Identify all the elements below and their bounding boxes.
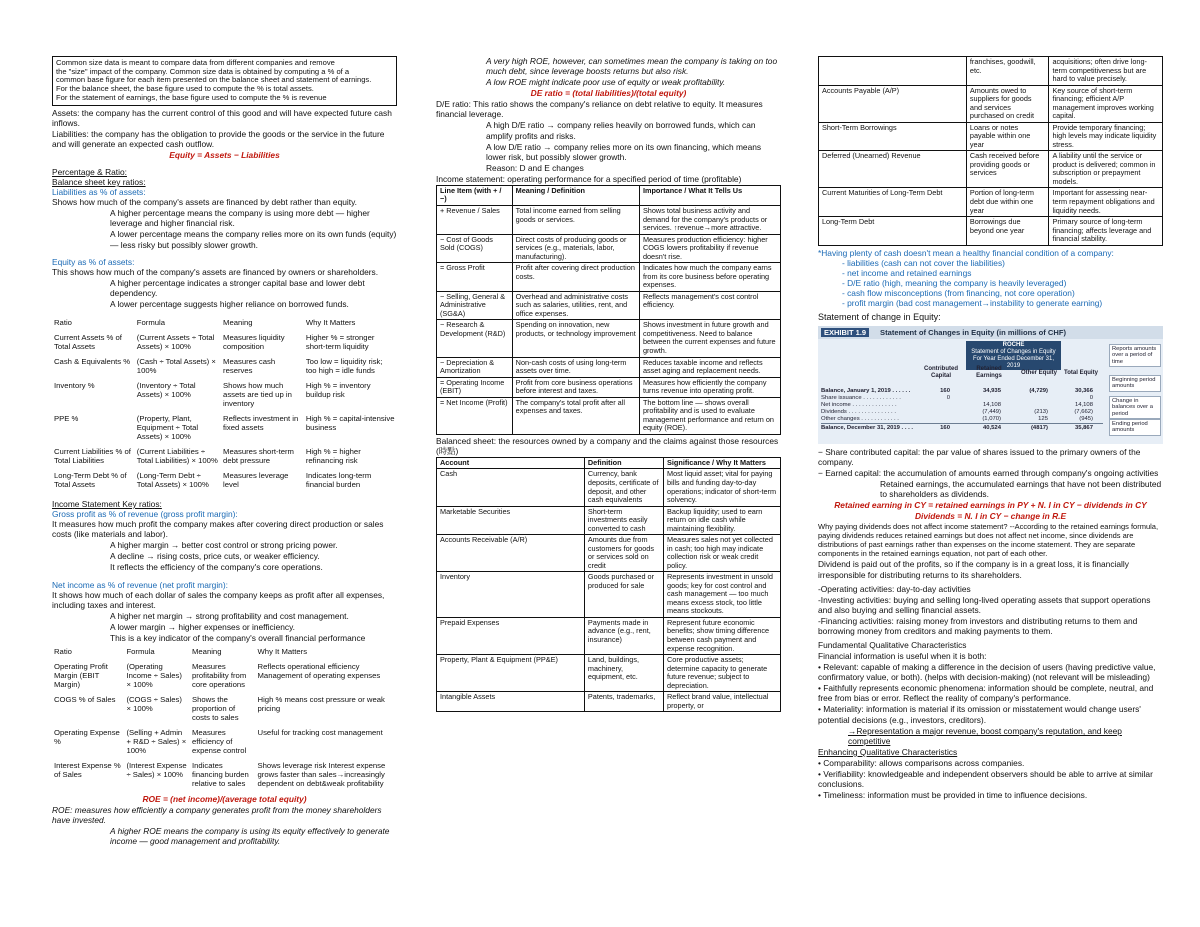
intro-line: the "size" impact of the company. Common size data is obtained by computing a % of a <box>56 66 350 76</box>
table-cell: Useful for tracking cost management <box>257 728 383 738</box>
table-row <box>437 206 781 235</box>
exhibit-value: 35,867 <box>1074 424 1093 431</box>
representation-note: →Representation a major revenue, boost company's reputation, and keep competitive <box>848 725 1122 746</box>
gross-profit-text: It measures how much profit the company makes after covering direct production or sales costs (like materials and labor). <box>52 519 384 540</box>
gross-profit-lower: A decline → rising costs, price cuts, or weaker efficiency. <box>110 551 320 562</box>
table-cell: Current Assets % of Total Assets <box>54 333 122 351</box>
table-cell: Reduces taxable income and reflects asset aging and replacement needs. <box>639 357 780 377</box>
table-header-row <box>437 457 781 469</box>
table-header-cell: Formula <box>136 318 165 327</box>
balance-sheet-table <box>436 457 781 712</box>
table-row <box>437 377 781 397</box>
de-definition: D/E ratio: This ratio shows the company's reliance on debt relative to equity. It measures financial leverage. <box>436 99 763 120</box>
table-row <box>437 234 781 263</box>
table-cell: (Operating Income ÷ Sales) × 100% <box>126 662 182 690</box>
earned-capital: − Earned capital: the accumulation of amounts earned through company's ongoing activities <box>818 468 1159 479</box>
table-cell: PPE % <box>54 414 79 423</box>
income-ratio-table <box>52 645 397 792</box>
table-cell: Most liquid asset; vital for paying bills and funding day-to-day operations; indicator of short-term solvency. <box>664 469 781 506</box>
table-cell: Primary source of long-term financing; affects leverage and financial stability. <box>1049 217 1163 246</box>
table-cell: Property, Plant & Equipment (PP&E) <box>437 655 585 692</box>
cash-bullet: - cash flow misconceptions (from financing, not core operation) <box>842 287 1075 298</box>
table-cell: (Interest Expense ÷ Sales) × 100% <box>126 761 187 780</box>
table-cell: = Gross Profit <box>437 263 513 292</box>
table-row <box>819 85 1163 122</box>
liabilities-definition: Liabilities: the company has the obligation to provide the goods or the service in the future and will generate an expected cash outflow. <box>52 128 385 149</box>
de-low: A low D/E ratio → company relies more on its own financing, which means lower risk, but possibly slower growth. <box>486 141 762 162</box>
materiality: • Materiality: information is material if its omission or misstatement would change users' potential decisions (e.g., investors, creditors). <box>818 704 1141 725</box>
table-cell: A liability until the service or product is delivered; common in subscription or prepayment models. <box>1049 151 1163 188</box>
cash-bullet: - liabilities (cash can not cover the liabilities) <box>842 257 1005 268</box>
exhibit-sub1: Statement of Changes in Equity <box>971 348 1056 355</box>
table-cell: Profit from core business operations before interest and taxes. <box>512 377 639 397</box>
table-cell: Reflect brand value, intellectual property, or <box>664 692 781 712</box>
table-cell: (Inventory ÷ Total Assets) × 100% <box>136 381 196 399</box>
table-cell: Measures production efficiency: higher COGS lowers profitability if revenue doesn't rise. <box>639 234 780 263</box>
table-row <box>52 379 397 412</box>
balance-sheet-continued-table <box>818 56 1163 246</box>
equity-pct-higher: A higher percentage indicates a stronger capital base and lower debt dependency. <box>110 277 365 298</box>
exhibit-sub2: For Year Ended December 31, 2019 <box>972 355 1055 369</box>
table-cell: Interest Expense % of Sales <box>54 761 121 780</box>
table-cell: Too low = liquidity risk; too high = idle funds <box>305 357 383 375</box>
table-cell: Spending on innovation, new products, or technology improvement <box>512 320 639 357</box>
table-cell: + Revenue / Sales <box>437 206 513 235</box>
exhibit-tag: EXHIBIT 1.9 <box>821 328 869 337</box>
balance-sheet-rows <box>437 469 781 712</box>
table-header-cell: Formula <box>126 647 155 657</box>
table-row <box>52 412 397 445</box>
balance-sheet-key-ratios-heading: Balance sheet key ratios: <box>52 177 146 188</box>
table-cell: Intangible Assets <box>437 692 585 712</box>
column-middle <box>436 56 781 927</box>
roe-low: A low ROE might indicate poor use of equity or weak profitability. <box>486 77 726 88</box>
table-cell: Accounts Payable (A/P) <box>819 85 967 122</box>
soce-heading: Statement of change in Equity: <box>818 312 941 323</box>
table-row <box>819 57 1163 86</box>
de-reason: Reason: D and E changes <box>486 162 584 173</box>
equity-pct-text: This shows how much of the company's assets are financed by owners or shareholders. <box>52 266 379 277</box>
exhibit-value: 160 <box>940 387 950 394</box>
table-cell: Operating Profit Margin (EBIT Margin) <box>54 662 108 690</box>
exhibit-row-label: Dividends . . . . . . . . . . . . . . . <box>821 408 896 415</box>
faithful-representation: • Faithfully represents economic phenomena: information should be complete, neutral, and free from bias or error. Reflect the reality of company's performance. <box>818 683 1154 704</box>
dividends-formula: Dividends = N. I in CY − change in R.E <box>914 511 1067 522</box>
table-cell: High % = inventory buildup risk <box>305 381 371 399</box>
table-cell: The company's total profit after all expenses and taxes. <box>512 397 639 434</box>
roe-formula: ROE = (net income)/(average total equity) <box>142 794 307 805</box>
roe-definition: ROE: measures how efficiently a company generates profit from the money shareholders have invested. <box>52 805 382 826</box>
table-cell: Measures cash reserves <box>223 357 276 375</box>
table-row <box>52 693 397 726</box>
table-row <box>437 692 781 712</box>
table-row <box>52 759 397 792</box>
table-header-cell: Definition <box>584 457 663 469</box>
exhibit-value: 14,108 <box>1074 401 1093 408</box>
table-cell: Reflects investment in fixed assets <box>223 414 299 432</box>
cash-note: *Having plenty of cash doesn't mean a healthy financial condition of a company: <box>818 247 1114 258</box>
common-size-box <box>52 56 397 106</box>
table-cell: Core productive assets; determine capacity to generate future revenue; subject to depreciation. <box>664 655 781 692</box>
dividend-paid: Dividend is paid out of the profits, so if the company is in a great loss, it is financially irresponsible for distributing returns to its shareholders. <box>818 559 1129 580</box>
exhibit-col-header: Retained Earnings <box>976 365 1002 380</box>
intro-line: For the statement of earnings, the base figure used to compute the % is revenue <box>56 92 327 102</box>
ratio-rows <box>52 331 397 493</box>
table-row <box>437 655 781 692</box>
exhibit-note: Beginning period amounts <box>1109 375 1161 392</box>
table-row <box>52 355 397 379</box>
liabilities-pct-text: Shows how much of the company's assets are financed by debt rather than equity. <box>52 197 357 208</box>
exhibit-value: 0 <box>1089 394 1093 401</box>
table-cell: Borrowings due beyond one year <box>966 217 1049 246</box>
exhibit-value: 30,366 <box>1074 387 1093 394</box>
table-row <box>437 572 781 618</box>
investing-activities: -Investing activities: buying and selling long-lived operating assets that support operations and also buying and selling financial assets. <box>818 594 1151 615</box>
table-header-row <box>52 316 397 331</box>
de-formula: DE ratio = (total liabilities)/(total equity) <box>530 88 687 99</box>
table-cell: Backup liquidity; used to earn return on idle cash while maintaining flexibility. <box>664 506 781 535</box>
table-cell: Profit after covering direct production costs. <box>512 263 639 292</box>
table-cell: Portion of long-term debt due within one year <box>966 188 1049 217</box>
table-cell: Cash <box>437 469 585 506</box>
table-cell: (Selling + Admin + R&D ÷ Sales) × 100% <box>126 728 187 756</box>
table-cell: = Operating Income (EBIT) <box>437 377 513 397</box>
table-row <box>437 291 781 320</box>
table-header-row <box>52 645 397 660</box>
table-row <box>437 506 781 535</box>
table-cell: Current Maturities of Long-Term Debt <box>819 188 967 217</box>
table-cell: − Depreciation & Amortization <box>437 357 513 377</box>
table-cell: Measures how efficiently the company turns revenue into operating profit. <box>639 377 780 397</box>
income-ratio-rows <box>52 660 397 792</box>
table-row <box>819 188 1163 217</box>
table-cell: Measures sales not yet collected in cash; too high may indicate collection risk or weak credit policy. <box>664 535 781 572</box>
table-header-cell: Ratio <box>54 647 72 657</box>
table-cell: Cash received before providing goods or services <box>966 151 1049 188</box>
table-cell: Short-Term Borrowings <box>819 122 967 151</box>
table-cell: High % means cost pressure or weak pricing <box>257 695 385 714</box>
table-row <box>52 469 397 493</box>
table-cell: Measures liquidity composition <box>223 333 285 351</box>
table-cell: Measures profitability from core operations <box>191 662 247 690</box>
table-cell <box>819 57 967 86</box>
intro-line: For the balance sheet, the base figure used to compute the % is total assets. <box>56 84 314 94</box>
exhibit-value: 34,935 <box>982 387 1001 394</box>
table-row <box>437 263 781 292</box>
gross-profit-higher: A higher margin → better cost control or strong pricing power. <box>110 540 338 551</box>
exhibit-value: 160 <box>940 424 950 431</box>
table-cell: Important for assessing near-term repayment obligations and liquidity needs. <box>1049 188 1163 217</box>
fundamental-heading: Fundamental Qualitative Characteristics <box>818 639 967 650</box>
exhibit-col-header: Total Equity <box>1064 369 1098 376</box>
exhibit-col-header: Other Equity <box>1020 369 1057 376</box>
relevant: • Relevant: capable of making a difference in the decision of users (having predictive value, confirmatory value, or both). (helps with decision-making) (not relevant will be misleading) <box>818 662 1156 683</box>
cash-bullet: - D/E ratio (high, meaning the company is heavily leveraged) <box>842 277 1067 288</box>
table-cell: Represents investment in unsold goods; key for cost control and cash management — too much means excess stock, too little means stockouts. <box>664 572 781 618</box>
table-cell: Overhead and administrative costs such as salaries, utilities, rent, and office expenses. <box>512 291 639 320</box>
why-dividends: Why paying dividends does not affect income statement? --According to the retained earnings formula, paying dividends reduces retained earnings but does not affect net income, since dividends are distributions of past earnings rather than expenses on the income statement. They are separate components in the retained earnings equation, not part of each other. <box>818 522 1159 559</box>
enhancing-heading: Enhancing Qualitative Characteristics <box>818 746 958 757</box>
table-row <box>437 469 781 506</box>
table-cell: Land, buildings, machinery, equipment, etc. <box>584 655 663 692</box>
table-cell: Inventory % <box>54 381 95 390</box>
de-high: A high D/E ratio → company relies heavily on borrowed funds, which can amplify profits and risks. <box>486 120 756 141</box>
exhibit-row-label: Balance, December 31, 2019 . . . . <box>821 424 914 431</box>
table-cell: Amounts due from customers for goods or services sold on credit <box>584 535 663 572</box>
exhibit-value: (213) <box>1034 408 1048 415</box>
column-left <box>52 56 397 927</box>
equity-pct-lower: A lower percentage suggests higher reliance on borrowed funds. <box>110 298 349 309</box>
table-cell: acquisitions; often drive long-term competitiveness but are hard to value precisely. <box>1049 57 1163 86</box>
table-cell: The bottom line — shows overall profitability and is used to evaluate management performance and return on equity (ROE). <box>639 397 780 434</box>
income-statement-heading: Income statement: operating performance for a specified period of time (profitable) <box>436 173 742 184</box>
table-cell: High % = higher refinancing risk <box>305 447 361 465</box>
exhibit-divider <box>821 423 1103 424</box>
table-header-cell: Importance / What It Tells Us <box>639 185 780 205</box>
table-cell: Operating Expense % <box>54 728 120 747</box>
balance-sheet-ratio-table <box>52 316 397 493</box>
liabilities-pct-lower: A lower percentage means the company relies more on its own funds (equity) — less risky but possibly slower growth. <box>110 229 397 250</box>
table-header-cell: Significance / Why It Matters <box>664 457 781 469</box>
table-header-cell: Meaning <box>223 318 253 327</box>
table-row <box>437 397 781 434</box>
exhibit-value: (4,729) <box>1029 387 1048 394</box>
table-cell: Currency, bank deposits, certificate of deposit, and other cash equivalents <box>584 469 663 506</box>
net-income-higher: A higher net margin → strong profitability and cost management. <box>110 610 349 621</box>
financing-activities: -Financing activities: raising money from investors and distributing returns to them and borrowing money from creditors and making payments to them. <box>818 615 1138 636</box>
table-cell: Shows investment in future growth and competitiveness. Need to balance between the current expenses and future growth. <box>639 320 780 357</box>
table-row <box>437 535 781 572</box>
timeliness: • Timeliness: information must be provided in time to influence decisions. <box>818 790 1088 801</box>
table-row <box>819 151 1163 188</box>
table-cell: (Current Assets ÷ Total Assets) × 100% <box>136 333 215 351</box>
exhibit-note: Change in balances over a period <box>1109 396 1161 419</box>
exhibit-value: 14,108 <box>982 401 1001 408</box>
table-row <box>52 331 397 355</box>
equity-pct-heading: Equity as % of assets: <box>52 256 135 267</box>
table-cell: Measures short-term debt pressure <box>223 447 294 465</box>
table-cell: Indicates financing burden relative to sales <box>191 761 249 789</box>
table-cell: Indicates long-term financial burden <box>305 471 372 489</box>
table-cell: = Net Income (Profit) <box>437 397 513 434</box>
table-cell: Marketable Securities <box>437 506 585 535</box>
table-cell: (Cash ÷ Total Assets) × 100% <box>136 357 216 375</box>
table-cell: Higher % = stronger short-term liquidity <box>305 333 375 351</box>
table-cell: COGS % of Sales <box>54 695 116 705</box>
table-cell: Amounts owed to suppliers for goods and services purchased on credit <box>966 85 1049 122</box>
exhibit-value: (945) <box>1079 415 1093 422</box>
table-cell: − Selling, General & Administrative (SG&A) <box>437 291 513 320</box>
exhibit-row-label: Other changes . . . . . . . . . . . . <box>821 415 899 422</box>
table-cell: − Cost of Goods Sold (COGS) <box>437 234 513 263</box>
table-cell: Current Liabilities % of Total Liabilities <box>54 447 131 465</box>
exhibit-row-label: Net income . . . . . . . . . . . . . . <box>821 401 897 408</box>
table-cell: Non-cash costs of using long-term assets over time. <box>512 357 639 377</box>
exhibit-header <box>818 326 1163 339</box>
table-row <box>52 726 397 759</box>
exhibit-row-label: Share issuance . . . . . . . . . . . . <box>821 394 901 401</box>
net-income-lower: A lower margin → higher expenses or inefficiency. <box>110 621 295 632</box>
intro-line: Common size data is meant to compare data from different companies and remove <box>56 58 335 67</box>
table-cell: Long-Term Debt % of Total Assets <box>54 471 127 489</box>
table-cell: franchises, goodwill, etc. <box>966 57 1049 86</box>
table-row <box>437 357 781 377</box>
table-cell: Shows leverage risk Interest expense grows faster than sales→increasingly dependent on debt&weak profitability <box>257 761 386 789</box>
assets-definition: Assets: the company has the current control of this good and will have expected future cash inflows. <box>52 107 392 128</box>
table-cell: − Research & Development (R&D) <box>437 320 513 357</box>
table-cell: Long-Term Debt <box>819 217 967 246</box>
comparability: • Comparability: allows comparisons across companies. <box>818 757 1025 768</box>
exhibit-value: 0 <box>946 394 950 401</box>
income-statement-rows <box>437 206 781 435</box>
table-cell: Measures leverage level <box>223 471 289 489</box>
table-cell: (Property, Plant, Equipment ÷ Total Assets) × 100% <box>136 414 199 441</box>
table-row <box>437 617 781 654</box>
cash-bullet: - net income and retained earnings <box>842 267 972 278</box>
table-header-cell: Account <box>437 457 585 469</box>
exhibit-row-label: Balance, January 1, 2019 . . . . . . <box>821 387 911 394</box>
table-cell: (Current Liabilities ÷ Total Liabilities) × 100% <box>136 447 218 465</box>
exhibit-col-header: Contributed Capital <box>924 365 958 380</box>
liabilities-pct-heading: Liabilities as % of assets: <box>52 187 146 198</box>
retained-earnings: Retained earnings, the accumulated earnings that have not been distributed to shareholders as dividends. <box>880 479 1162 500</box>
table-cell: Cash & Equivalents % <box>54 357 131 366</box>
retained-earnings-formula: Retained earning in CY = retained earnings in PY + N. I in CY − dividends in CY <box>834 500 1147 511</box>
table-cell: Measures efficiency of expense control <box>191 728 247 756</box>
net-income-text: It shows how much of each dollar of sales the company keeps as profit after all expenses, including taxes and interest. <box>52 589 385 610</box>
table-cell: (Long-Term Debt ÷ Total Assets) × 100% <box>136 471 209 489</box>
table-header-cell: Line Item (with + / −) <box>437 185 513 205</box>
table-cell: Goods purchased or produced for sale <box>584 572 663 618</box>
exhibit-value: (7,449) <box>982 408 1001 415</box>
table-cell: Key source of short-term financing; efficient A/P management improves working capital. <box>1049 85 1163 122</box>
roe-higher: A higher ROE means the company is using its equity effectively to generate income — good management and profitability. <box>110 826 390 847</box>
column-right <box>818 56 1163 927</box>
table-cell: Reflects operational efficiency Management of operating expenses <box>257 662 381 681</box>
table-row <box>52 660 397 693</box>
share-contributed-capital: − Share contributed capital: the par value of shares issued to the primary owners of the company. <box>818 446 1141 467</box>
operating-activities: -Operating activities: day-to-day activities <box>818 583 971 594</box>
exhibit-figure <box>818 326 1163 444</box>
table-cell: Payments made in advance (e.g., rent, insurance) <box>584 617 663 654</box>
liabilities-pct-higher: A higher percentage means the company is using more debt — higher leverage and higher financial risk. <box>110 208 370 229</box>
intro-line: common base figure for each item presented on the balance sheet and statement of earnings. <box>56 75 372 85</box>
exhibit-value: 40,524 <box>982 424 1001 431</box>
fundamental-intro: Financial information is useful when it is both: <box>818 651 987 662</box>
table-cell: Accounts Receivable (A/R) <box>437 535 585 572</box>
table-cell: High % = capital-intensive business <box>305 414 395 432</box>
cash-bullet: - profit margin (bad cost management→instability to generate earning) <box>842 298 1103 309</box>
table-cell: Shows the proportion of costs to sales <box>191 695 239 723</box>
table-cell: Prepaid Expenses <box>437 617 585 654</box>
table-cell: Shows how much assets are tied up in inventory <box>223 381 292 408</box>
exhibit-value: (7,662) <box>1074 408 1093 415</box>
table-header-row <box>437 185 781 205</box>
equity-formula: Equity = Assets − Liabilities <box>169 149 280 160</box>
income-statement-table <box>436 185 781 435</box>
table-header-cell: Why It Matters <box>305 318 356 327</box>
table-cell: Total income earned from selling goods or services. <box>512 206 639 235</box>
table-cell: Inventory <box>437 572 585 618</box>
exhibit-note: Reports amounts over a period of time <box>1109 344 1161 367</box>
net-income-heading: Net income as % of revenue (net profit margin): <box>52 579 228 590</box>
table-header-cell: Meaning <box>191 647 222 657</box>
exhibit-value: (1,070) <box>982 415 1001 422</box>
table-cell: (COGS ÷ Sales) × 100% <box>126 695 182 714</box>
gross-profit-reflects: It reflects the efficiency of the company's core operations. <box>110 562 323 573</box>
table-cell: Deferred (Unearned) Revenue <box>819 151 967 188</box>
balance-sheet-heading: Balanced sheet: the resources owned by a company and the claims against those resources (時點) <box>436 435 779 456</box>
net-income-key: This is a key indicator of the company's overall financial performance <box>110 632 366 643</box>
exhibit-note: Ending period amounts <box>1109 419 1161 436</box>
table-row <box>819 122 1163 151</box>
table-cell: Represent future economic benefits; show timing difference between cash payment and expense recognition. <box>664 617 781 654</box>
exhibit-value: 125 <box>1038 415 1048 422</box>
table-cell: Patents, trademarks, <box>584 692 663 712</box>
table-cell: Indicates how much the company earns from its core business before operating expenses. <box>639 263 780 292</box>
table-cell: Reflects management's cost control efficiency. <box>639 291 780 320</box>
table-row <box>52 445 397 469</box>
table-header-cell: Ratio <box>54 318 72 327</box>
income-statement-key-ratios-heading: Income Statement Key ratios: <box>52 499 162 509</box>
table-row <box>819 217 1163 246</box>
exhibit-title: Statement of Changes in Equity (in millions of CHF) <box>880 327 1067 337</box>
percentage-ratio-heading: Percentage & Ratio: <box>52 166 127 177</box>
table-header-cell: Meaning / Definition <box>512 185 639 205</box>
table-row <box>437 320 781 357</box>
gross-profit-heading: Gross profit as % of revenue (gross profit margin): <box>52 509 238 520</box>
table-header-cell: Why It Matters <box>257 647 308 657</box>
table-cell: Loans or notes payable within one year <box>966 122 1049 151</box>
verifiability: • Verifiability: knowledgeable and independent observers should be able to arrive at similar conclusions. <box>818 768 1153 789</box>
table-cell: Short-term investments easily converted to cash <box>584 506 663 535</box>
table-cell: Provide temporary financing; high levels may indicate liquidity stress. <box>1049 122 1163 151</box>
balance-sheet-continued-rows <box>819 57 1163 246</box>
table-cell: Shows total business activity and demand for the company's products or services. ↑revenue→more attractive. <box>639 206 780 235</box>
table-cell: Direct costs of producing goods or services (e.g., materials, labor, manufacturing). <box>512 234 639 263</box>
exhibit-value: (4817) <box>1030 424 1048 431</box>
exhibit-company: ROCHE <box>1002 341 1025 348</box>
roe-very-high: A very high ROE, however, can sometimes mean the company is taking on too much debt, since leverage boosts returns but also risk. <box>486 56 778 77</box>
